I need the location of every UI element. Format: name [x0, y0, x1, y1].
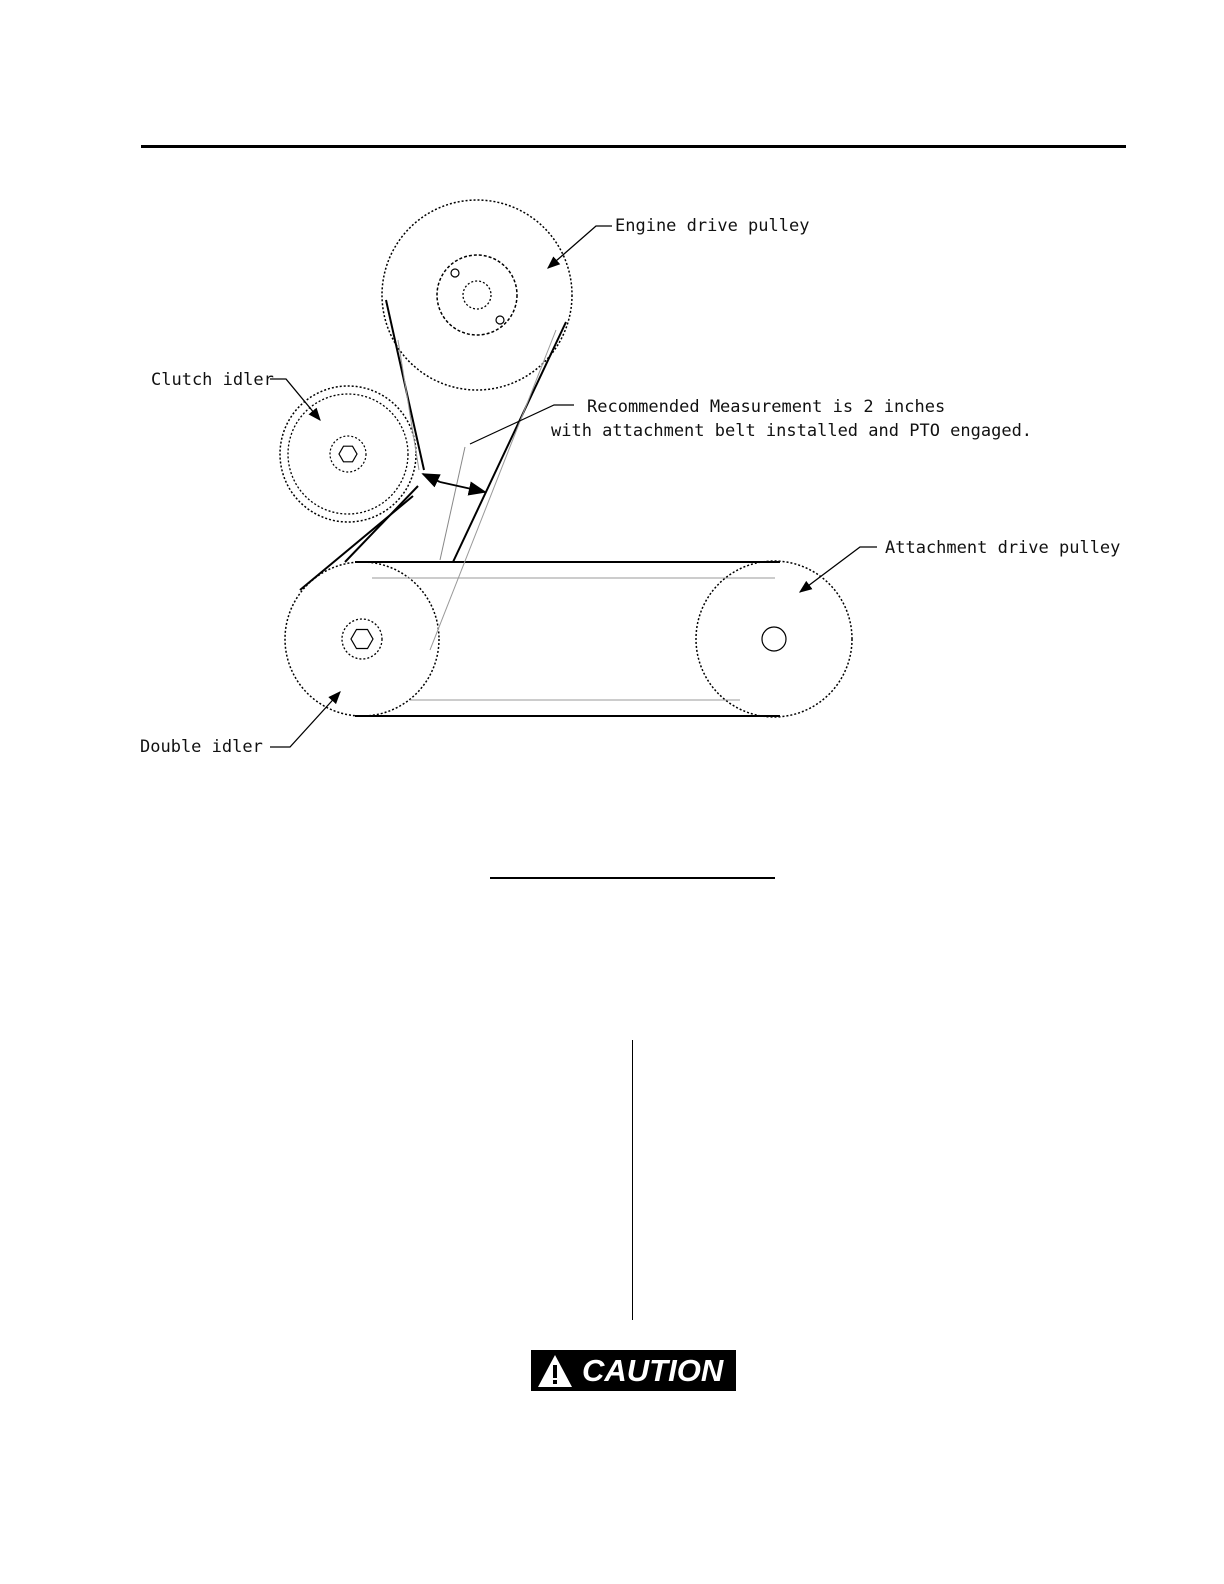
caution-banner — [531, 1350, 736, 1391]
attachment-pulley-label: Attachment drive pulley — [885, 538, 1121, 558]
clutch-idler-label: Clutch idler — [151, 370, 274, 390]
engine-pulley-label: Engine drive pulley — [615, 216, 810, 236]
section-rule — [490, 877, 775, 879]
engine-belt — [300, 300, 566, 650]
measurement-arrow — [423, 474, 485, 492]
column-divider — [632, 1040, 633, 1320]
leader-lines — [270, 226, 877, 747]
double-idler-label: Double idler — [140, 737, 263, 757]
clutch-idler — [280, 386, 416, 522]
attachment-belt — [355, 562, 780, 716]
warning-triangle-icon — [536, 1353, 574, 1389]
attachment-drive-pulley — [696, 561, 852, 717]
caution-label: CAUTION — [582, 1352, 724, 1388]
measurement-label-line2: with attachment belt installed and PTO engaged. — [551, 421, 1033, 441]
measurement-label-line1: Recommended Measurement is 2 inches — [587, 397, 946, 417]
double-idler — [285, 562, 439, 716]
